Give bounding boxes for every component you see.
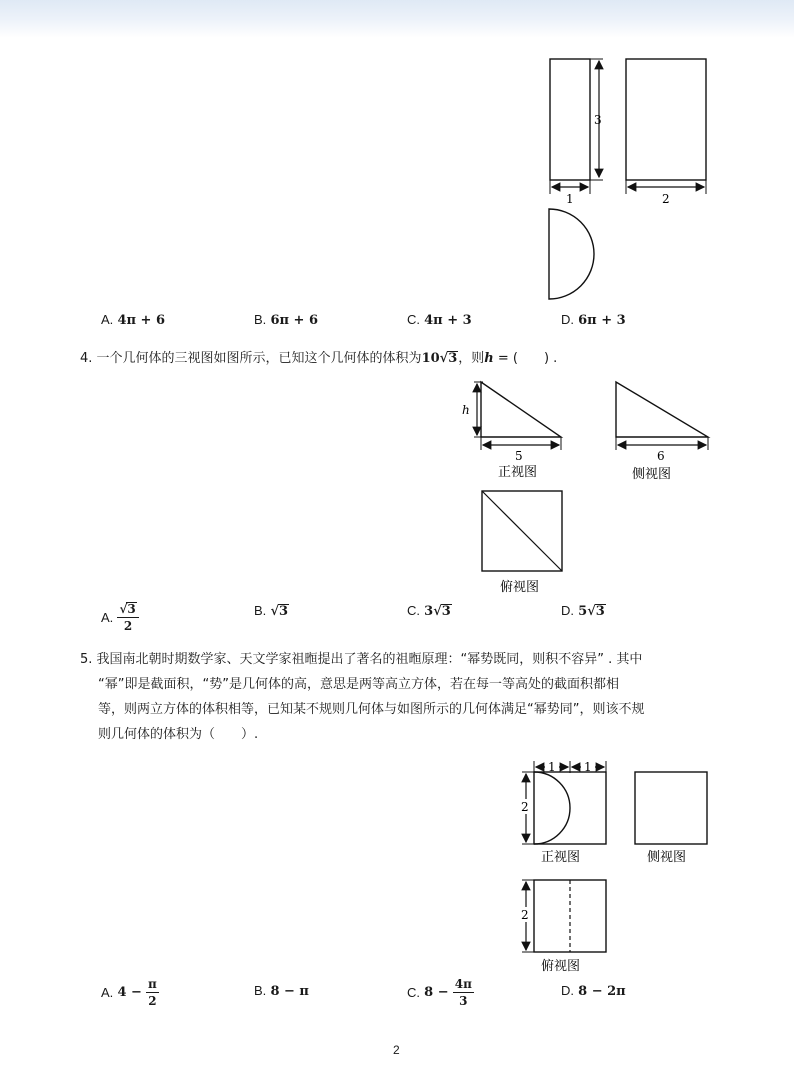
fraction-num: π xyxy=(148,976,157,991)
option-letter: B. xyxy=(254,983,267,998)
q3-top-view-semicircle xyxy=(549,209,594,299)
q4-volume-coef: 10 xyxy=(421,351,440,366)
q4-option-a[interactable] xyxy=(101,598,139,636)
q3-height-label: 3 xyxy=(594,113,602,127)
q5-line-3: 等，则两立方体的体积相等，已知某不规则几何体与如图所示的几何体满足“幂势同”，则该不规 xyxy=(98,702,645,717)
q3-option-d[interactable] xyxy=(561,312,626,328)
q4-side-view xyxy=(616,382,708,437)
q4-stem-mid: ，则 xyxy=(458,351,485,366)
q5-option-c[interactable] xyxy=(407,973,474,1011)
option-coef: 5 xyxy=(578,604,588,619)
option-value: 6π + 6 xyxy=(270,313,318,328)
q4-option-c[interactable]: C. 3√3 xyxy=(407,603,451,619)
q4-var: h xyxy=(484,351,494,366)
option-value: 6π + 3 xyxy=(578,313,626,328)
option-radicand: 3 xyxy=(441,604,451,619)
option-letter: C. xyxy=(407,312,420,327)
q4-front-caption: 正视图 xyxy=(498,464,538,479)
fraction-den: 2 xyxy=(148,993,157,1008)
q4-option-d[interactable]: D. 5√3 xyxy=(561,603,605,619)
q4-side-caption: 侧视图 xyxy=(632,466,672,481)
option-letter: D. xyxy=(561,312,574,327)
q5-line-4: 则几何体的体积为（ ）. xyxy=(98,727,259,742)
option-value: 8 − π xyxy=(270,984,309,999)
option-letter: B. xyxy=(254,603,267,618)
q5-line-2: “幂”即是截面积，“势”是几何体的高，意思是两等高立方体，若在每一等高处的截面积都相 xyxy=(98,677,619,692)
q5-side-caption: 侧视图 xyxy=(647,849,687,864)
q3-three-view-figure xyxy=(540,52,720,307)
option-value: 4π + 6 xyxy=(117,313,165,328)
q4-front-base-label: 5 xyxy=(515,449,523,463)
option-letter: D. xyxy=(561,603,574,618)
q5-side-view xyxy=(635,772,707,844)
option-letter: A. xyxy=(101,312,114,327)
fraction-num: 4π xyxy=(454,976,472,991)
option-fraction: $\frac{√3}{2}$ xyxy=(117,601,138,634)
q4-stem-end: = ( ) . xyxy=(493,351,558,366)
option-value: 4π + 3 xyxy=(424,313,472,328)
option-value: 8 − 2π xyxy=(578,984,626,999)
q4-h-label: h xyxy=(462,403,470,417)
q5-front-caption: 正视图 xyxy=(541,849,581,864)
option-letter: A. xyxy=(101,609,114,625)
q5-stem xyxy=(80,647,644,747)
q4-top-caption: 俯视图 xyxy=(500,579,540,594)
q5-top-height-label: 2 xyxy=(521,908,529,922)
q4-stem: 4. 一个几何体的三视图如图所示，已知这个几何体的体积为10√3，则h = ( ) . xyxy=(80,351,558,366)
q4-stem-text: 一个几何体的三视图如图所示，已知这个几何体的体积为 xyxy=(96,351,422,366)
q5-front-semicircle xyxy=(534,772,570,844)
q5-line-1: 5. 我国南北朝时期数学家、天文学家祖暅提出了著名的祖暅原理：“幂势既同，则积不容异” . 其中 xyxy=(80,652,643,667)
q3-front-width-label: 1 xyxy=(566,192,574,206)
q3-side-width-label: 2 xyxy=(662,192,670,206)
option-fraction xyxy=(453,976,474,1009)
q3-option-b[interactable] xyxy=(254,312,318,328)
q3-option-a[interactable] xyxy=(101,312,165,328)
fraction-den: 2 xyxy=(123,618,133,633)
q5-front-height-label: 2 xyxy=(521,800,529,814)
page-number: 2 xyxy=(393,1043,400,1057)
q4-option-b[interactable]: B. √3 xyxy=(254,603,289,619)
q5-top-caption: 俯视图 xyxy=(541,958,581,973)
option-lead: 8 − xyxy=(424,984,449,1000)
option-radicand: 3 xyxy=(595,604,605,619)
option-radicand: 3 xyxy=(278,604,289,619)
option-letter: A. xyxy=(101,984,114,1000)
option-letter: C. xyxy=(407,603,420,618)
fraction-den: 3 xyxy=(459,993,468,1008)
header-band xyxy=(0,0,794,38)
option-letter: B. xyxy=(254,312,267,327)
option-coef: 3 xyxy=(424,604,434,619)
q5-top-dim-b: 1 xyxy=(584,760,592,774)
q5-option-b[interactable] xyxy=(254,983,309,999)
option-letter: D. xyxy=(561,983,574,998)
fraction-num-radicand: 3 xyxy=(127,601,136,616)
option-fraction xyxy=(146,976,159,1009)
q3-front-view xyxy=(550,59,590,180)
option-letter: C. xyxy=(407,984,420,1000)
q4-three-view-figure xyxy=(455,376,720,598)
q3-option-c[interactable] xyxy=(407,312,472,328)
q4-front-view xyxy=(481,382,561,437)
q3-side-view xyxy=(626,59,706,180)
q5-top-dim-a: 1 xyxy=(548,760,556,774)
q5-number: 5. xyxy=(80,652,93,667)
q4-side-base-label: 6 xyxy=(657,449,665,463)
q4-volume-radicand: 3 xyxy=(448,351,458,366)
q4-number: 4. xyxy=(80,351,93,366)
q5-option-a[interactable] xyxy=(101,973,159,1011)
q5-option-d[interactable] xyxy=(561,983,626,999)
q5-three-view-figure xyxy=(514,757,714,977)
option-lead: 4 − xyxy=(117,984,142,1000)
